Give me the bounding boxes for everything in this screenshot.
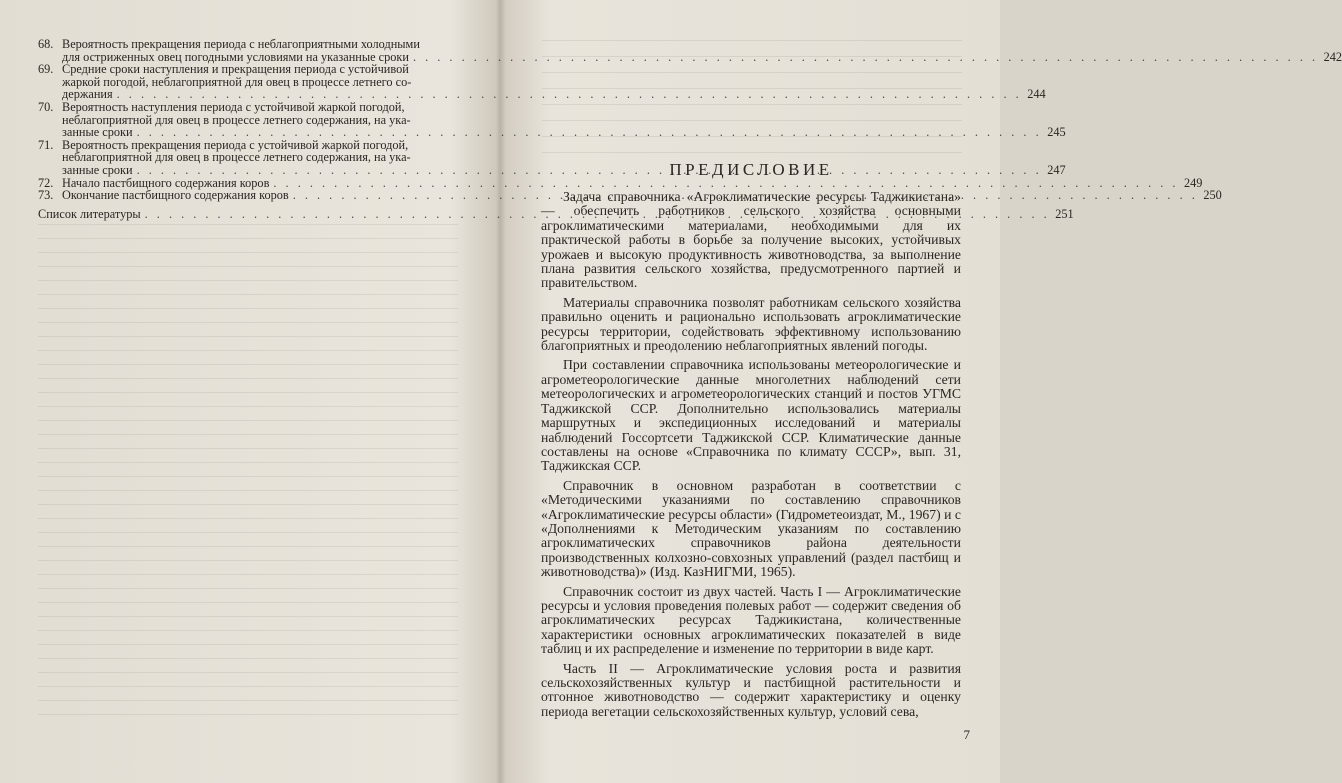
toc-entry-text: Окончание пастбищного содержания коров	[62, 188, 289, 203]
show-through-text	[38, 215, 458, 715]
preface-paragraph: Часть II — Агроклиматические условия роста и развития сельскохозяйственных культур и пастбищной растительности и отгонное животноводство — содержит характеристику и оценку периода вегетации сельскохозяйственных культур, условий сева,	[541, 660, 961, 719]
toc-entry-number: 70.	[38, 99, 54, 114]
toc-entry-text: Вероятность наступления периода с устойчивой жаркой погодой,	[62, 99, 405, 114]
toc-page-number: 247	[1047, 162, 1066, 177]
toc-entry-number: 72.	[38, 175, 54, 190]
toc-entry-text: Вероятность прекращения периода с устойчивой жаркой погодой,	[62, 137, 409, 152]
toc-entry	[38, 99, 1066, 140]
toc-entry-bibliography	[38, 206, 1074, 221]
show-through-text	[542, 30, 962, 160]
toc-entry-text: неблагоприятной для овец в процессе летнего содержания, на ука-	[62, 150, 411, 165]
toc-page-number: 242	[1323, 49, 1342, 64]
toc-entry-text: занные сроки	[62, 125, 133, 140]
toc-entry	[38, 188, 1222, 203]
toc-entry-text: для остриженных овец погодными условиями на указанные сроки	[62, 49, 409, 64]
toc-entry-number: 71.	[38, 137, 54, 152]
toc-page-number: 245	[1047, 125, 1066, 140]
toc-entry-text: Средние сроки наступления и прекращения периода с устойчивой	[62, 62, 409, 77]
toc-page-number: 244	[1027, 87, 1046, 102]
preface-paragraph: При составлении справочника использованы метеорологические и агрометеорологические данные многолетних наблюдений сети метеорологических и агрометеорологических станций и постов УГМС Таджикской ССР. Дополнительно использовались материалы маршрутных и экспедиционных исследований и материалы наблюдений Госсортсети Таджикской ССР. Климатические данные составлены на основе «Справочника по климату СССР», вып. 31, Таджикская ССР.	[541, 357, 961, 474]
toc-entry-text: жаркой погодой, неблагоприятной для овец в процессе летнего со-	[62, 74, 412, 89]
toc-entry-text: Начало пастбищного содержания коров	[62, 175, 270, 190]
section-heading: ПРЕДИСЛОВИЕ	[669, 160, 833, 179]
toc-entry-text: неблагоприятной для овец в процессе летнего содержания, на ука-	[62, 112, 411, 127]
toc-entry-number: 68.	[38, 37, 54, 51]
right-page	[502, 0, 1000, 783]
toc-entry	[38, 62, 1046, 102]
preface-paragraph: Справочник в основном разработан в соответствии с «Методическими указаниями по составлению справочников «Агроклиматические ресурсы области» (Гидрометеоиздат, М., 1967) и с «Дополнениями к Методическим указаниям по составлению агроклиматических справочников района деятельности производственных колхозно-совхозных управлений (раздел пастбищ и животноводства)» (Изд. КазНИГМИ, 1965).	[541, 477, 961, 580]
toc-entry-text: занные сроки	[62, 162, 133, 177]
toc-page-number: 250	[1203, 188, 1222, 203]
toc-entry-text: держания	[62, 87, 113, 102]
toc-entry-number: 69.	[38, 62, 54, 77]
preface-paragraph: Задача справочника «Агроклиматические ресурсы Таджикистана» — обеспечить работников сельского хозяйства основными агроклиматическими материалами, необходимыми для их практической работы в борьбе за получение высоких, устойчивых урожаев и высокую продуктивность животноводства, за выполнение плана развития сельского хозяйства, предусмотренного партией и правительством.	[541, 189, 961, 291]
toc-page-number: 251	[1055, 206, 1074, 221]
toc-entry-text: Список литературы	[38, 206, 141, 221]
toc-entry-text: Вероятность прекращения периода с неблагоприятными холодными	[62, 37, 420, 51]
toc-entry	[38, 37, 1342, 64]
preface-paragraph: Справочник состоит из двух частей. Часть I — Агроклиматические ресурсы и условия проведения полевых работ — содержит сведения об агроклиматических ресурсах Таджикистана, количественные характеристики основных агроклиматических показателей в виде таблиц и их распределение и изменение по территории в виде карт.	[541, 583, 961, 657]
preface-paragraph: Материалы справочника позволят работникам сельского хозяйства правильно оценить и рационально использовать агроклиматические ресурсы территории, содействовать эффективному использованию благоприятных и преодолению неблагоприятных явлений погоды.	[541, 294, 961, 354]
toc-page-number: 249	[1184, 175, 1203, 190]
toc-entry-number: 73.	[38, 188, 54, 203]
preface-body	[541, 190, 961, 724]
page-number: 7	[963, 727, 970, 742]
